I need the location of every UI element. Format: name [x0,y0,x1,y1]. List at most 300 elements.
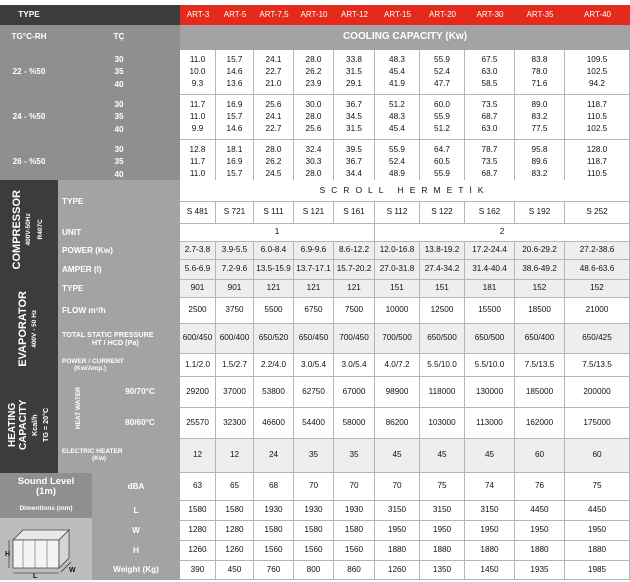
compressor-type-3: S 121 [294,202,334,224]
pressure-2: 650/520 [254,324,294,354]
compressor-type-4: S 161 [334,202,375,224]
cooling-value: 109.5 [586,54,608,64]
tc-value: 30 [114,54,124,64]
dim-1-2: 1580 [254,521,294,541]
flow-5: 10000 [375,298,420,324]
cooling-value: 55.9 [434,168,450,178]
sound-7: 74 [465,473,515,501]
heat-row1-9: 200000 [565,377,630,408]
flow-6: 12500 [420,298,465,324]
cooling-value: 48.3 [389,111,405,121]
cooling-value: 23.9 [305,78,322,88]
dim-0-4: 1930 [334,501,375,521]
cooling-value: 21.0 [265,78,282,88]
cooling-value: 78.7 [481,144,498,154]
dim-0-9: 4450 [565,501,630,521]
evap-type-4: 121 [334,280,375,298]
cooling-value: 71.6 [531,78,548,88]
cooling-value: 73.5 [481,156,498,166]
compressor-type-9: S 252 [565,202,630,224]
dim-0-7: 3150 [465,501,515,521]
dim-2-7: 1880 [465,541,515,561]
cooling-value: 95.8 [531,144,548,154]
dim-1-7: 1950 [465,521,515,541]
tc-label: TÇ [58,25,180,50]
flow-0: 2500 [180,298,216,324]
cooling-cell-1-8 [515,95,565,140]
cooling-value: 48.3 [389,54,405,64]
cooling-value: 118.7 [587,99,607,109]
dim-1-8: 1950 [515,521,565,541]
sound-0: 63 [180,473,216,501]
dimensions-label: Dimentions (mm) [0,501,92,518]
evap-type-3: 121 [294,280,334,298]
cooling-value: 68.7 [481,111,498,121]
model-1: ART-5 [216,5,254,25]
dim-0-2: 1930 [254,501,294,521]
evaporator-title: EVAPORATOR [16,290,29,367]
cooling-cell-2-2 [254,140,294,185]
cooling-value: 31.5 [346,123,362,133]
cooling-value: 55.9 [389,144,405,154]
cooling-value: 25.6 [305,123,322,133]
heat-row1-5: 98900 [375,377,420,408]
cooling-value: 29.1 [346,78,362,88]
flow-7: 15500 [465,298,515,324]
amper-6: 27.4-34.2 [420,260,465,280]
pressure-sub: HT / HCD (Pa) [92,338,139,347]
current-label: POWER / CURRENT [62,357,124,365]
heat-row1-2: 53800 [254,377,294,408]
electric-8: 60 [515,439,565,473]
cooling-group-label-2: 26 - %50 [0,140,58,185]
current-7: 5.5/10.0 [465,354,515,377]
cooling-value: 83.2 [531,168,548,178]
cooling-value: 45.4 [389,123,405,133]
pressure-5: 700/500 [375,324,420,354]
cooling-value: 64.7 [434,144,450,154]
cooling-value: 52.4 [434,66,450,76]
unit-1: 1 [180,224,375,242]
dim-0-1: 1580 [216,501,254,521]
amper-5: 27.0-31.8 [375,260,420,280]
heat-row1-4: 67000 [334,377,375,408]
pressure-9: 650/425 [565,324,630,354]
cooling-value: 30.3 [305,156,322,166]
cooling-cell-1-7 [465,95,515,140]
cooling-value: 110.5 [587,111,607,121]
compressor-type-7: S 162 [465,202,515,224]
dim-0-6: 3150 [420,501,465,521]
heat-row1-3: 62750 [294,377,334,408]
cooling-value: 60.0 [434,99,450,109]
amper-1: 7.2-9.6 [216,260,254,280]
heat-row2-label: 80/60°C [100,408,180,439]
electric-1: 12 [216,439,254,473]
cooling-value: 11.0 [189,54,206,64]
cooling-value: 14.6 [226,66,243,76]
evap-type-5: 151 [375,280,420,298]
heating-section [0,377,58,473]
dim-2-1: 1260 [216,541,254,561]
cooling-cell-0-8 [515,50,565,95]
cooling-cell-0-0 [180,50,216,95]
compressor-sub2: R407C [37,219,45,241]
cooling-value: 11.0 [189,168,206,178]
heat-row2-6: 103000 [420,408,465,439]
amper-0: 5.6-6.9 [180,260,216,280]
cabinet-icon [3,520,89,578]
cooling-cell-0-9 [565,50,630,95]
type-header: TYPE [0,5,58,25]
current-4: 3.0/5.4 [334,354,375,377]
type-header-spacer [58,5,180,25]
power-1: 3.9-5.5 [216,242,254,260]
evap-type-2: 121 [254,280,294,298]
dim-0-0: 1580 [180,501,216,521]
cooling-value: 11.7 [189,99,206,109]
cooling-value: 34.4 [346,168,362,178]
power-0: 2.7-3.8 [180,242,216,260]
cooling-cell-2-8 [515,140,565,185]
heating-sub: Kcal/h [30,414,39,436]
amper-3: 13.7-17.1 [294,260,334,280]
power-5: 12.0-16.8 [375,242,420,260]
weight-3: 800 [294,561,334,580]
flow-label: FLOW m³/h [58,298,180,324]
cooling-value: 9.9 [191,123,204,133]
compressor-type-label: TYPE [58,180,180,224]
cooling-value: 11.7 [189,156,206,166]
flow-2: 5500 [254,298,294,324]
cooling-value: 83.2 [531,111,548,121]
cooling-value: 28.0 [305,111,322,121]
flow-9: 21000 [565,298,630,324]
cooling-cell-2-1 [216,140,254,185]
cooling-value: 28.0 [305,54,322,64]
dim-1-3: 1580 [294,521,334,541]
electric-6: 45 [420,439,465,473]
cooling-cell-2-9 [565,140,630,185]
current-sub: (Kw/Amp.) [74,364,107,372]
current-8: 7.5/13.5 [515,354,565,377]
model-3: ART-10 [294,5,334,25]
icon-letter-l: L [33,573,38,578]
cooling-cell-2-7 [465,140,515,185]
evaporator-section [0,280,58,377]
cooling-value: 94.2 [589,78,605,88]
cooling-cell-1-5 [375,95,420,140]
dim-2-3: 1560 [294,541,334,561]
dim-0-5: 3150 [375,501,420,521]
cooling-value: 41.9 [389,78,405,88]
cooling-value: 51.2 [434,123,450,133]
evaporator-sub: 400V - 50 Hz [31,309,38,348]
tc-value: 40 [114,79,124,89]
icon-letter-h: H [5,551,11,558]
cooling-cell-1-3 [294,95,334,140]
pressure-0: 600/450 [180,324,216,354]
scroll-label: SCROLL HERMETİK [180,180,630,202]
tc-value: 40 [114,124,124,134]
weight-5: 1260 [375,561,420,580]
weight-1: 450 [216,561,254,580]
amper-2: 13.5-15.9 [254,260,294,280]
cooling-cell-0-4 [334,50,375,95]
sound-sub: (1m) [35,486,57,497]
weight-7: 1450 [465,561,515,580]
cooling-value: 16.9 [226,99,243,109]
electric-label-cell [58,439,180,473]
weight-9: 1985 [565,561,630,580]
sound-5: 70 [375,473,420,501]
dim-0-8: 4450 [515,501,565,521]
power-7: 17.2-24.4 [465,242,515,260]
cooling-cell-0-3 [294,50,334,95]
model-4: ART-12 [334,5,375,25]
heat-row2-1: 32300 [216,408,254,439]
model-5: ART-15 [375,5,420,25]
cooling-value: 33.8 [346,54,362,64]
pressure-6: 650/500 [420,324,465,354]
compressor-type-0: S 481 [180,202,216,224]
sound-1: 65 [216,473,254,501]
heating-title: HEATING CAPACITY [7,399,29,451]
dim-2-6: 1880 [420,541,465,561]
cooling-tc-0 [58,50,180,95]
heat-row1-label: 90/70°C [100,377,180,408]
heat-row2-9: 175000 [565,408,630,439]
flow-8: 18500 [515,298,565,324]
model-9: ART-40 [565,5,630,25]
evap-type-1: 901 [216,280,254,298]
cooling-value: 73.5 [481,99,498,109]
evap-type-8: 152 [515,280,565,298]
dim-2-5: 1880 [375,541,420,561]
heat-row1-1: 37000 [216,377,254,408]
current-5: 4.0/7.2 [375,354,420,377]
power-9: 27.2-38.6 [565,242,630,260]
cooling-cell-2-4 [334,140,375,185]
dim-1-4: 1580 [334,521,375,541]
cooling-cell-1-9 [565,95,630,140]
dim-1-0: 1280 [180,521,216,541]
cooling-value: 77.5 [531,123,548,133]
current-0: 1.1/2.0 [180,354,216,377]
pressure-label: TOTAL STATIC PRESSURE [62,330,154,340]
dim-2-9: 1880 [565,541,630,561]
compressor-type-5: S 112 [375,202,420,224]
heat-row2-0: 25570 [180,408,216,439]
cooling-cell-1-1 [216,95,254,140]
unit-label: UNIT [58,224,180,242]
cooling-value: 22.7 [265,66,282,76]
cooling-cell-0-5 [375,50,420,95]
unit-2: 2 [375,224,630,242]
cooling-value: 55.9 [434,111,450,121]
current-label-cell [58,354,180,377]
cooling-value: 39.5 [346,144,362,154]
sound-unit: dBA [92,473,180,501]
icon-letter-w: W [69,567,76,574]
cooling-value: 83.8 [531,54,548,64]
dim-1-5: 1950 [375,521,420,541]
heat-row2-8: 162000 [515,408,565,439]
heat-row2-4: 58000 [334,408,375,439]
tc-value: 35 [114,112,124,122]
dim-1-6: 1950 [420,521,465,541]
cooling-value: 26.2 [305,66,322,76]
pressure-label-cell [58,324,180,354]
cooling-value: 32.4 [305,144,322,154]
model-6: ART-20 [420,5,465,25]
power-8: 20.6-29.2 [515,242,565,260]
cooling-value: 58.5 [481,78,498,88]
cooling-cell-0-6 [420,50,465,95]
current-6: 5.5/10.0 [420,354,465,377]
heat-row2-2: 46600 [254,408,294,439]
weight-6: 1350 [420,561,465,580]
current-1: 1.5/2.7 [216,354,254,377]
cooling-group-label-1: 24 - %50 [0,95,58,140]
current-2: 2.2/4.0 [254,354,294,377]
cooling-value: 13.6 [226,78,243,88]
cooling-value: 110.5 [587,168,607,178]
compressor-type-1: S 721 [216,202,254,224]
cooling-value: 52.4 [389,156,405,166]
dim-2-8: 1880 [515,541,565,561]
tc-value: 35 [114,157,124,167]
heat-row2-3: 54400 [294,408,334,439]
cooling-value: 28.0 [305,168,322,178]
electric-9: 60 [565,439,630,473]
sound-4: 70 [334,473,375,501]
flow-3: 6750 [294,298,334,324]
evap-type-label: TYPE [58,280,180,298]
amper-8: 38.6-49.2 [515,260,565,280]
evap-type-6: 151 [420,280,465,298]
cooling-value: 11.0 [189,111,206,121]
cooling-value: 45.4 [389,66,405,76]
sound-2: 68 [254,473,294,501]
cooling-value: 36.7 [346,99,362,109]
evap-type-9: 152 [565,280,630,298]
hot-water-cell [58,377,100,439]
weight-8: 1935 [515,561,565,580]
tc-value: 30 [114,99,124,109]
evap-type-7: 181 [465,280,515,298]
cooling-value: 63.0 [481,66,498,76]
cooling-value: 18.1 [226,144,243,154]
cooling-cell-0-1 [216,50,254,95]
amper-7: 31.4-40.4 [465,260,515,280]
cooling-cell-2-5 [375,140,420,185]
cooling-group-label-0: 22 - %50 [0,50,58,95]
cooling-value: 22.7 [265,123,282,133]
cooling-value: 34.5 [346,111,362,121]
cooling-value: 31.5 [346,66,362,76]
compressor-type-6: S 122 [420,202,465,224]
heat-row2-7: 113000 [465,408,515,439]
cooling-value: 68.7 [481,168,498,178]
compressor-section [0,180,58,280]
power-label: POWER (Kw) [58,242,180,260]
cooling-value: 36.7 [346,156,362,166]
cooling-value: 16.9 [226,156,243,166]
cooling-cell-2-3 [294,140,334,185]
evap-type-0: 901 [180,280,216,298]
cooling-cell-1-2 [254,95,294,140]
compressor-sub: 400V-50Hz [24,213,32,247]
cooling-cell-0-2 [254,50,294,95]
power-3: 6.9-9.6 [294,242,334,260]
dim-1-9: 1950 [565,521,630,541]
cooling-title: COOLING CAPACITY (Kw) [180,25,630,50]
cooling-value: 55.9 [434,54,450,64]
amper-4: 15.7-20.2 [334,260,375,280]
cooling-value: 14.6 [226,123,243,133]
cooling-cell-2-6 [420,140,465,185]
pressure-1: 600/400 [216,324,254,354]
dim-0-3: 1930 [294,501,334,521]
cooling-cell-1-0 [180,95,216,140]
dim-2-0: 1260 [180,541,216,561]
electric-0: 12 [180,439,216,473]
cooling-cell-1-6 [420,95,465,140]
weight-label: Weight (Kg) [92,561,180,580]
cooling-value: 67.5 [481,54,498,64]
model-8: ART-35 [515,5,565,25]
cooling-value: 102.5 [586,123,608,133]
heat-row1-0: 29200 [180,377,216,408]
cooling-value: 9.3 [191,78,204,88]
heat-row1-7: 130000 [465,377,515,408]
cooling-value: 89.0 [531,99,548,109]
sound-label-cell [0,473,92,501]
power-2: 6.0-8.4 [254,242,294,260]
cooling-tc-1 [58,95,180,140]
tc-value: 40 [114,169,124,179]
sound-6: 75 [420,473,465,501]
sound-9: 75 [565,473,630,501]
cooling-value: 26.2 [265,156,282,166]
cooling-value: 128.0 [586,144,608,154]
pressure-7: 650/500 [465,324,515,354]
sound-label: Sound Level [17,476,75,488]
cooling-value: 24.1 [265,54,282,64]
electric-4: 35 [334,439,375,473]
cooling-value: 24.1 [265,111,282,121]
compressor-type-8: S 192 [515,202,565,224]
cooling-value: 89.6 [531,156,548,166]
tg-label: TG°C-RH [0,25,58,50]
cooling-value: 25.6 [265,99,282,109]
cooling-value: 15.7 [226,168,243,178]
sound-8: 76 [515,473,565,501]
cooling-value: 28.0 [265,144,282,154]
hot-water-label: HEAT WATER [74,386,82,429]
dim-label-0: L [92,501,180,521]
cooling-value: 10.0 [189,66,206,76]
amper-label: AMPER (I) [58,260,180,280]
cooling-cell-0-7 [465,50,515,95]
weight-0: 390 [180,561,216,580]
cooling-value: 118.7 [587,156,607,166]
flow-4: 7500 [334,298,375,324]
cooling-tc-2 [58,140,180,185]
power-4: 8.6-12.2 [334,242,375,260]
cooling-value: 30.0 [305,99,322,109]
